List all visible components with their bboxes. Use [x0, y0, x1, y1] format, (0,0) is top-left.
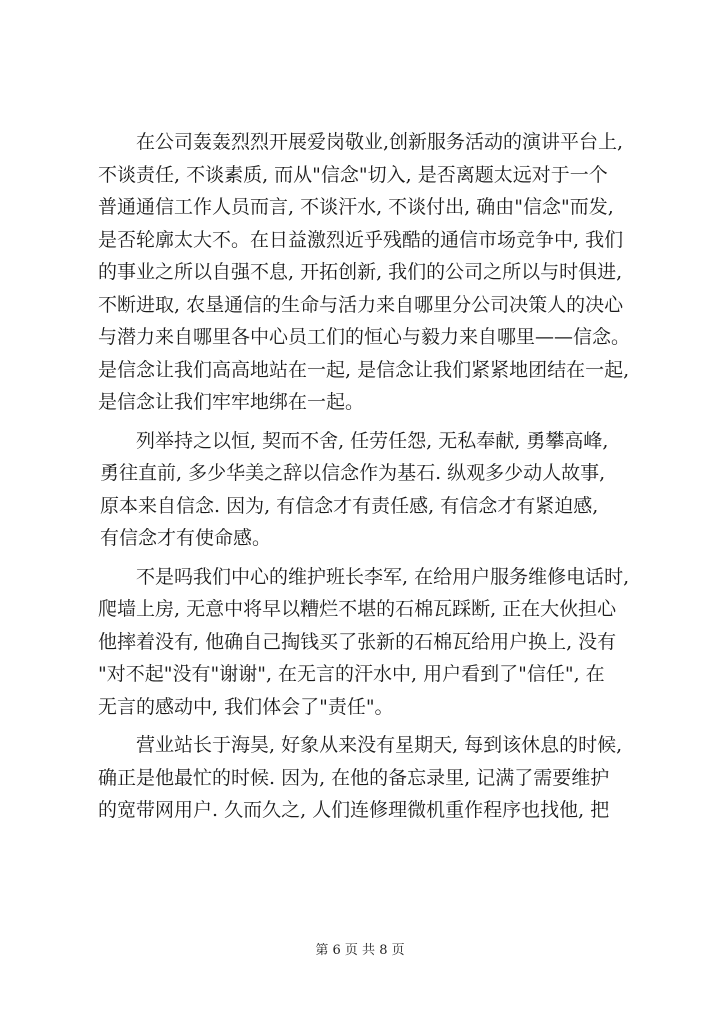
- paragraph-line: 原本来自信念. 因为, 有信念才有责任感, 有信念才有紧迫感,: [100, 494, 599, 517]
- paragraph-line: 不是吗我们中心的维护班长李军, 在给用户服务维修电话时,: [136, 565, 630, 588]
- paragraph-line: 的事业之所以自强不息, 开拓创新, 我们的公司之所以与时俱进,: [98, 261, 623, 283]
- paragraph-3: [98, 561, 658, 724]
- paragraph-line: 在公司轰轰烈烈开展爱岗敬业,创新服务活动的演讲平台上,: [136, 131, 624, 153]
- paragraph-line: 普通通信工作人员而言, 不谈汗水, 不谈付出, 确由"信念"而发,: [98, 196, 614, 218]
- document-body: [98, 126, 658, 827]
- paragraph-line: 列举持之以恒, 契而不舍, 任劳任怨, 无私奉献, 勇攀高峰,: [136, 429, 609, 452]
- paragraph-line: 不谈责任, 不谈素质, 而从"信念"切入, 是否离题太远对于一个: [98, 163, 608, 186]
- paragraph-2: [98, 425, 658, 555]
- paragraph-line: 是否轮廓太大不。在日益激烈近乎残酷的通信市场竞争中, 我们: [98, 228, 624, 251]
- paragraph-4: [98, 729, 658, 827]
- paragraph-1: [98, 126, 658, 419]
- paragraph-line: "对不起"没有"谢谢", 在无言的汗水中, 用户看到了"信任", 在: [98, 663, 605, 685]
- paragraph-line: 营业站长于海昊, 好象从来没有星期天, 每到该休息的时候,: [136, 734, 623, 756]
- paragraph-line: 有信念才有使命感。: [100, 527, 272, 549]
- paragraph-line: 无言的感动中, 我们体会了"责任"。: [98, 695, 394, 718]
- paragraph-line: 他摔着没有, 他确自己掏钱买了张新的石棉瓦给用户换上, 没有: [98, 630, 617, 653]
- paragraph-line: 与潜力来自哪里各中心员工们的恒心与毅力来自哪里——信念。: [98, 326, 631, 348]
- page-number-footer: 第 6 页 共 8 页: [315, 943, 405, 958]
- paragraph-line: 不断进取, 农垦通信的生命与活力来自哪里分公司决策人的决心: [98, 293, 624, 316]
- paragraph-line: 勇往直前, 多少华美之辞以信念作为基石. 纵观多少动人故事,: [100, 462, 606, 484]
- paragraph-line: 是信念让我们高高地站在一起, 是信念让我们紧紧地团结在一起,: [98, 358, 630, 381]
- paragraph-line: 确正是他最忙的时候. 因为, 在他的备忘录里, 记满了需要维护: [98, 766, 610, 789]
- paragraph-line: 是信念让我们牢牢地绑在一起。: [98, 391, 365, 413]
- paragraph-line: 爬墙上房, 无意中将早以糟烂不堪的石棉瓦踩断, 正在大伙担心: [98, 598, 617, 620]
- paragraph-line: 的宽带网用户. 久而久之, 人们连修理微机重作程序也找他, 把: [98, 799, 610, 821]
